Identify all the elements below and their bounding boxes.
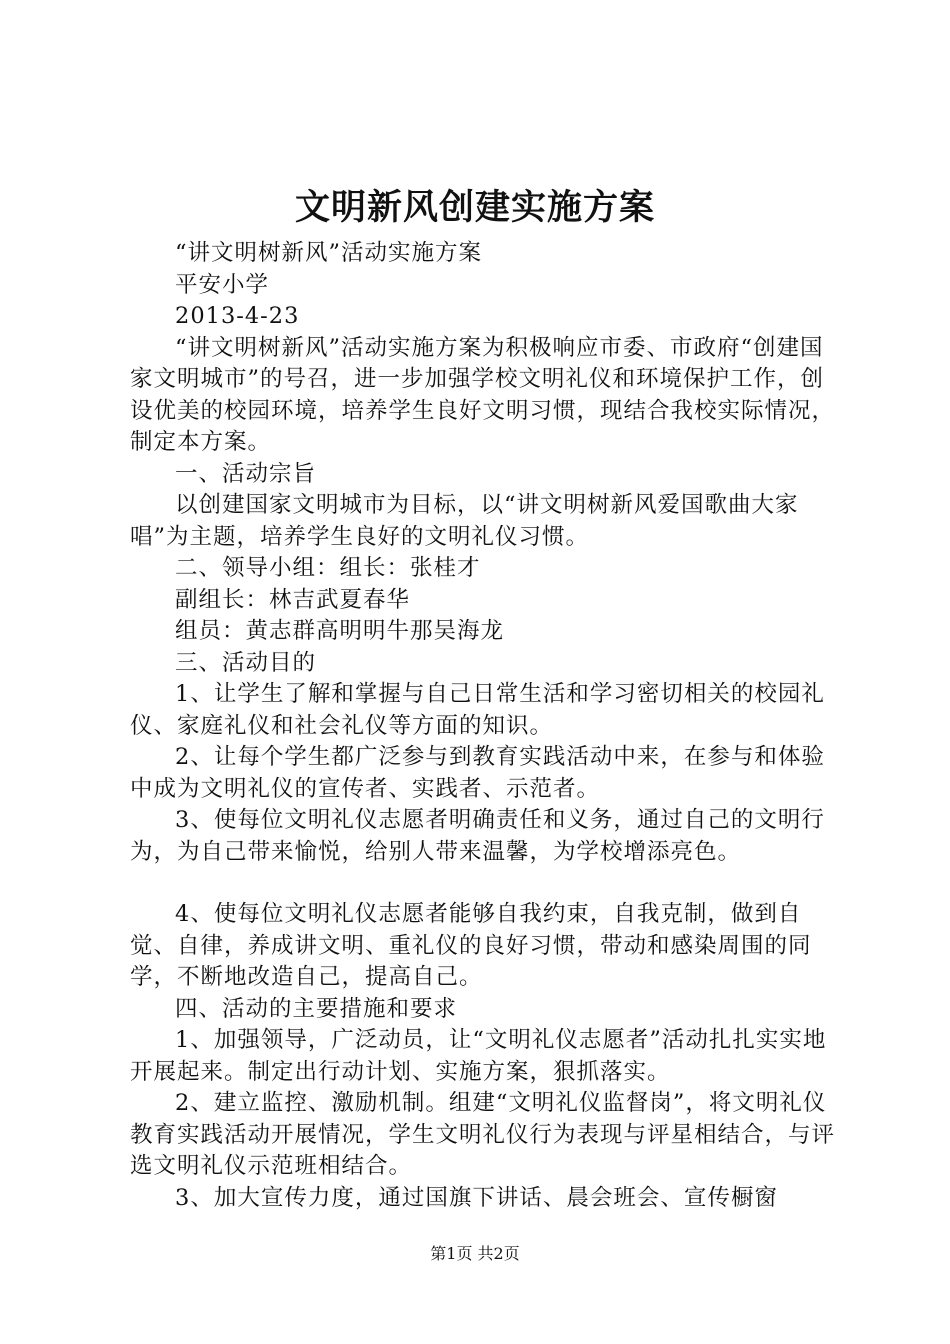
measure-item-3: 3、加大宣传力度，通过国旗下讲话、晨会班会、宣传橱窗 [175,1184,778,1211]
goal-item-4: 4、使每位文明礼仪志愿者能够自我约束，自我克制，做到自觉、自律，养成讲文明、重礼仪的良好习惯，带动和感染周围的同学，不断地改造自己，提高自己。 [130,901,812,990]
section-heading-measures: 四、活动的主要措施和要求 [175,995,458,1022]
measure-item-2: 2、建立监控、激励机制。组建“文明礼仪监督岗”，将文明礼仪教育实践活动开展情况，学生文明礼仪行为表现与评星相结合，与评选文明礼仪示范班相结合。 [130,1090,836,1179]
goal-item-3: 3、使每位文明礼仪志愿者明确责任和义务，通过自己的文明行为，为自己带来愉悦，给别人带来温馨，为学校增添亮色。 [130,807,825,865]
purpose-paragraph: 以创建国家文明城市为目标，以“讲文明树新风爱国歌曲大家唱”为主题，培养学生良好的文明礼仪习惯。 [130,492,799,550]
deputy-leaders-line: 副组长：林吉武夏春华 [175,586,411,613]
paragraph-spacer [130,868,835,899]
section-heading-leadership: 二、领导小组：组长：张桂才 [175,555,481,581]
section-heading-goals: 三、活动目的 [175,649,317,676]
page-number-footer: 第1页 共2页 [430,1244,520,1263]
document-body [130,238,835,1214]
goal-item-2: 2、让每个学生都广泛参与到教育实践活动中来，在参与和体验中成为文明礼仪的宣传者、实践者、示范者。 [130,744,825,802]
subtitle-line: “讲文明树新风”活动实施方案 [175,240,483,266]
intro-paragraph: “讲文明树新风”活动实施方案为积极响应市委、市政府“创建国家文明城市”的号召，进一步加强学校文明礼仪和环境保护工作，创设优美的校园环境，培养学生良好文明习惯，现结合我校实际情况，制定本方案。 [130,334,836,455]
section-heading-purpose: 一、活动宗旨 [175,460,317,487]
school-name-line: 平安小学 [175,271,270,298]
measure-item-1: 1、加强领导，广泛动员，让“文明礼仪志愿者”活动扎扎实实地开展起来。制定出行动计划、实施方案，狠抓落实。 [130,1027,827,1085]
members-line: 组员：黄志群高明明牛那吴海龙 [175,618,505,644]
date-line: 2013-4-23 [175,303,300,329]
goal-item-1: 1、让学生了解和掌握与自己日常生活和学习密切相关的校园礼仪、家庭礼仪和社会礼仪等方面的知识。 [130,681,825,739]
document-title: 文明新风创建实施方案 [294,187,655,228]
